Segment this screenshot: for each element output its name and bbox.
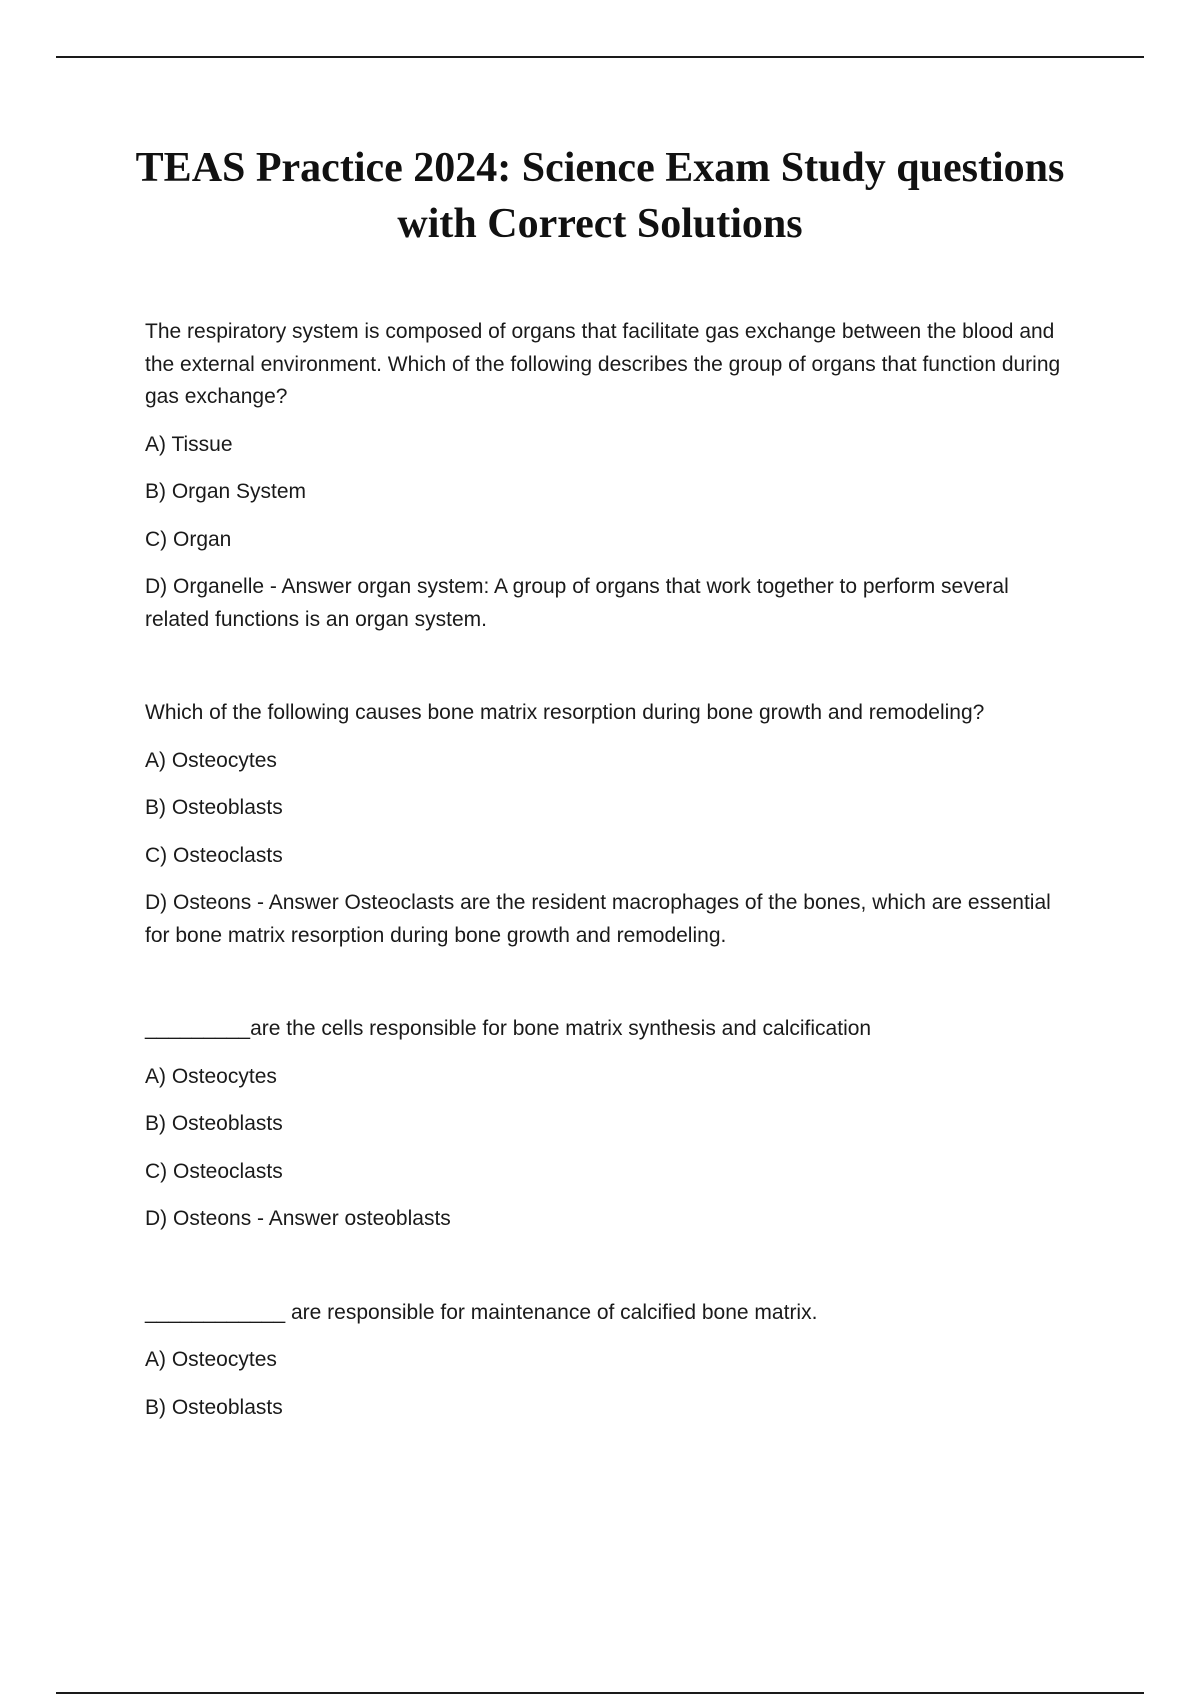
question-text: The respiratory system is composed of organs that facilitate gas exchange between the blood and the external environment. Which of the following describes the group of organs that function during gas exchange? xyxy=(145,320,1061,408)
answer-option-a: A) Osteocytes xyxy=(145,1064,277,1088)
questions-list xyxy=(145,316,1075,1424)
answer-option-a: A) Tissue xyxy=(145,432,233,456)
answer-option-b: B) Osteoblasts xyxy=(145,1395,283,1419)
answer-option-b: B) Osteoblasts xyxy=(145,796,283,819)
answer-option-a: A) Osteocytes xyxy=(145,1348,277,1371)
answer-option-c: C) Organ xyxy=(145,527,232,551)
answer-option-b: B) Organ System xyxy=(145,480,307,503)
question-2 xyxy=(145,697,1075,952)
question-4 xyxy=(145,1297,1075,1425)
footer-rule xyxy=(56,1692,1144,1694)
question-text: _________are the cells responsible for bone matrix synthesis and calcification xyxy=(145,1017,872,1040)
question-text: ____________ are responsible for maintenance of calcified bone matrix. xyxy=(145,1300,818,1324)
question-3 xyxy=(145,1013,1075,1236)
answer-option-b: B) Osteoblasts xyxy=(145,1112,283,1135)
document-title: TEAS Practice 2024: Science Exam Study questions with Correct Solutions xyxy=(135,145,1065,247)
question-text: Which of the following causes bone matrix resorption during bone growth and remodeling? xyxy=(145,701,985,724)
answer-option-c: C) Osteoclasts xyxy=(145,1159,283,1183)
answer-option-d: D) Osteons - Answer Osteoclasts are the resident macrophages of the bones, which are essential for bone matrix resorption during bone growth and remodeling. xyxy=(145,891,1051,947)
answer-option-d: D) Organelle - Answer organ system: A group of organs that work together to perform several related functions is an organ system. xyxy=(145,575,1009,631)
answer-option-d: D) Osteons - Answer osteoblasts xyxy=(145,1207,451,1230)
header-rule xyxy=(56,56,1144,58)
answer-option-a: A) Osteocytes xyxy=(145,748,277,772)
answer-option-c: C) Osteoclasts xyxy=(145,843,283,867)
question-1 xyxy=(145,316,1075,636)
